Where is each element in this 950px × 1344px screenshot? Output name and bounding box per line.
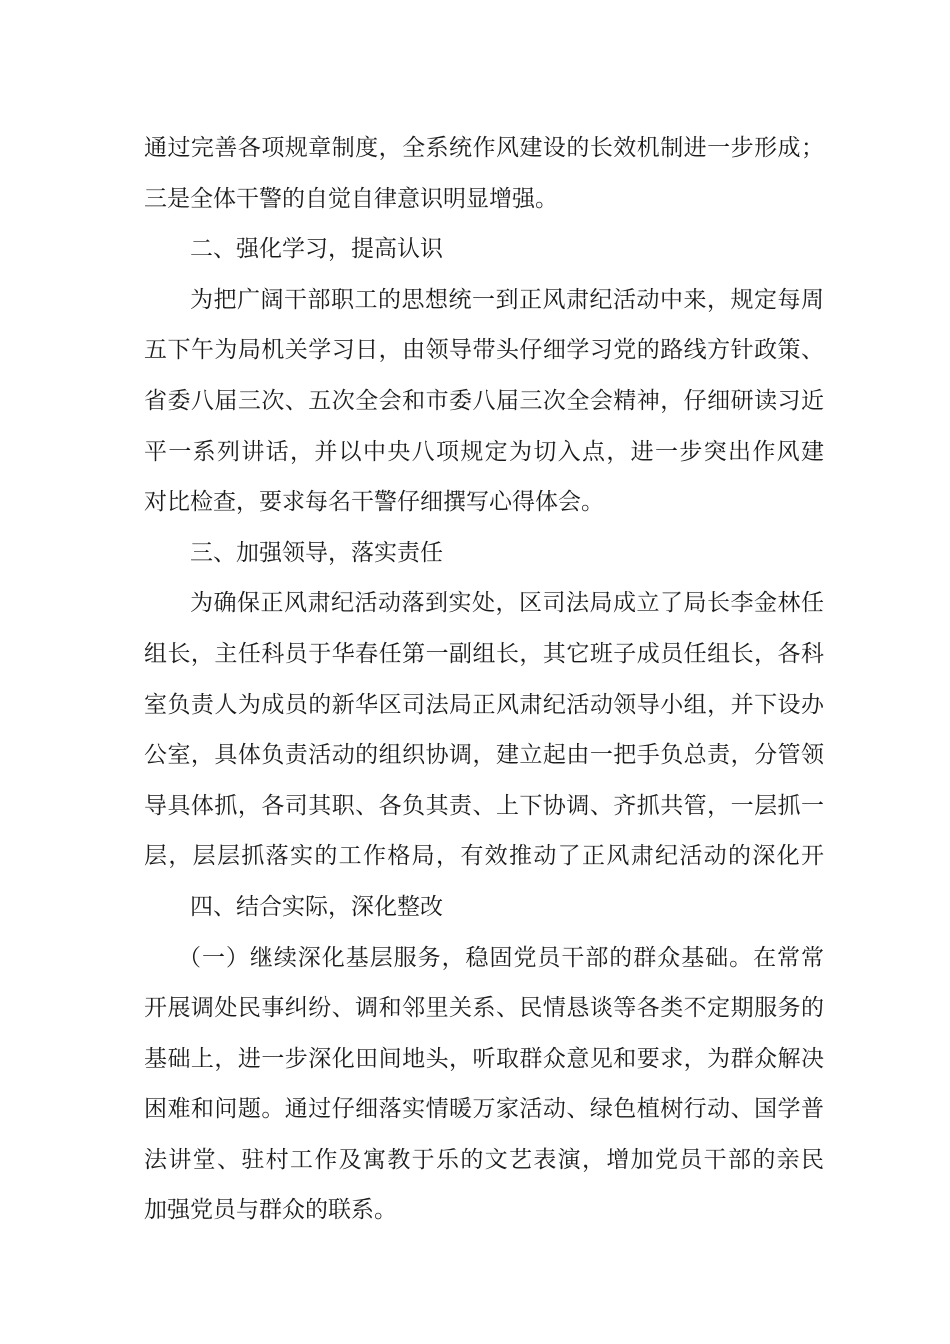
paragraph-line: （一）继续深化基层服务，稳固党员干部的群众基础。在常常: [178, 944, 824, 971]
paragraph-line: 通过完善各项规章制度，全系统作风建设的长效机制进一步形成；: [144, 135, 824, 161]
paragraph-line: 三是全体干警的自觉自律意识明显增强。: [144, 185, 558, 212]
paragraph-line: 层，层层抓落实的工作格局，有效推动了正风肃纪活动的深化开: [144, 843, 824, 870]
paragraph-line: 省委八届三次、五次全会和市委八届三次全会精神，仔细研读习近: [144, 387, 824, 414]
paragraph-line: 导具体抓，各司其职、各负其责、上下协调、齐抓共管，一层抓一: [144, 792, 824, 819]
paragraph-line: 对比检查，要求每名干警仔细撰写心得体会。: [144, 489, 604, 516]
paragraph-line: 法讲堂、驻村工作及寓教于乐的文艺表演，增加党员干部的亲民: [144, 1146, 824, 1173]
paragraph-line: 组长，主任科员于华春任第一副组长，其它班子成员任组长，各科: [144, 640, 824, 667]
section-heading: 三、加强领导，落实责任: [190, 539, 443, 566]
section-heading: 二、强化学习，提高认识: [190, 236, 443, 263]
paragraph-line: 为把广阔干部职工的思想统一到正风肃纪活动中来，规定每周: [190, 286, 824, 313]
paragraph-line: 室负责人为成员的新华区司法局正风肃纪活动领导小组，并下设办: [144, 691, 824, 718]
paragraph-line: 公室，具体负责活动的组织协调，建立起由一把手负总责，分管领: [144, 742, 824, 769]
section-heading: 四、结合实际，深化整改: [190, 893, 443, 920]
paragraph-line: 加强党员与群众的联系。: [144, 1197, 397, 1224]
paragraph-line: 五下午为局机关学习日，由领导带头仔细学习党的路线方针政策、: [144, 337, 824, 364]
paragraph-line: 开展调处民事纠纷、调和邻里关系、民情恳谈等各类不定期服务的: [144, 995, 824, 1022]
paragraph-line: 基础上，进一步深化田间地头，听取群众意见和要求，为群众解决: [144, 1045, 824, 1072]
paragraph-line: 平一系列讲话，并以中央八项规定为切入点，进一步突出作风建: [144, 438, 824, 465]
paragraph-line: 困难和问题。通过仔细落实情暖万家活动、绿色植树行动、国学普: [144, 1096, 824, 1123]
paragraph-line: 为确保正风肃纪活动落到实处，区司法局成立了局长李金林任: [190, 590, 824, 617]
document-body: [144, 123, 824, 1236]
